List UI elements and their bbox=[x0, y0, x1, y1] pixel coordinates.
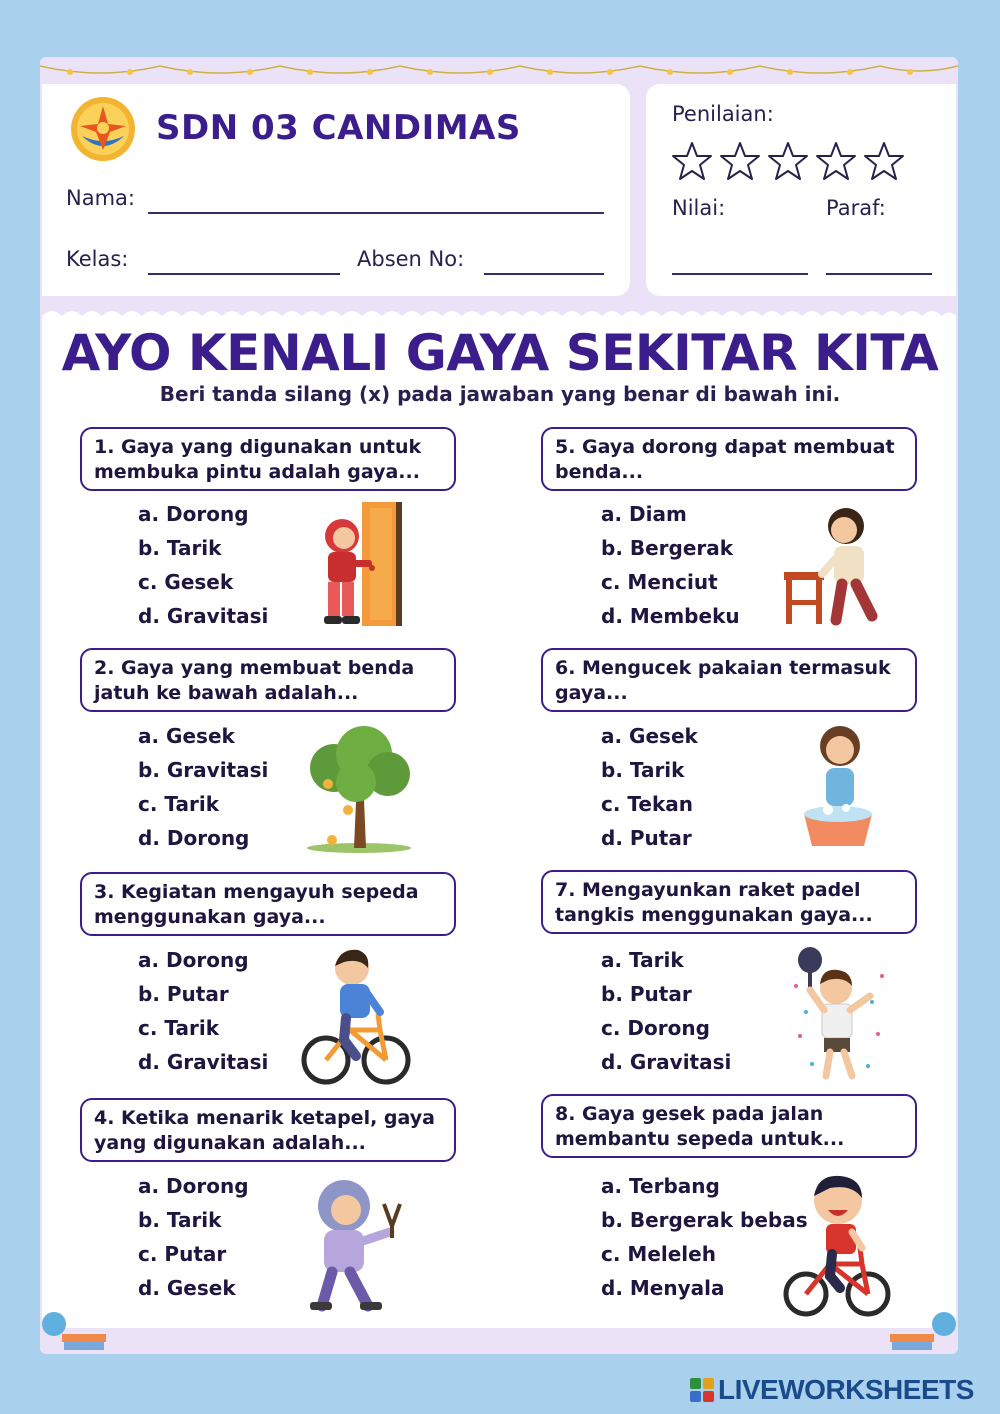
q4-option-b[interactable]: b. Tarik bbox=[138, 1208, 222, 1232]
child-opening-door-icon bbox=[310, 498, 406, 630]
q4-option-a[interactable]: a. Dorong bbox=[138, 1174, 249, 1198]
scallop-border bbox=[42, 306, 956, 326]
question-4: 4. Ketika menarik ketapel, gaya yang digunakan adalah... bbox=[80, 1098, 456, 1162]
q3-option-d[interactable]: d. Gravitasi bbox=[138, 1050, 269, 1074]
name-label: Nama: bbox=[66, 186, 135, 210]
q2-option-b[interactable]: b. Gravitasi bbox=[138, 758, 269, 782]
question-3: 3. Kegiatan mengayuh sepeda menggunakan gaya... bbox=[80, 872, 456, 936]
star-icon bbox=[817, 143, 855, 179]
brand-text: LIVEWORKSHEETS bbox=[718, 1374, 974, 1405]
q6-option-a[interactable]: a. Gesek bbox=[601, 724, 698, 748]
star-icon bbox=[673, 143, 711, 179]
q5-option-a[interactable]: a. Diam bbox=[601, 502, 687, 526]
bunting-garland-icon bbox=[40, 60, 958, 84]
q1-option-d[interactable]: d. Gravitasi bbox=[138, 604, 269, 628]
q7-option-d[interactable]: d. Gravitasi bbox=[601, 1050, 732, 1074]
q1-option-b[interactable]: b. Tarik bbox=[138, 536, 222, 560]
question-5: 5. Gaya dorong dapat membuat benda... bbox=[541, 427, 917, 491]
q8-option-d[interactable]: d. Menyala bbox=[601, 1276, 725, 1300]
question-1: 1. Gaya yang digunakan untuk membuka pintu adalah gaya... bbox=[80, 427, 456, 491]
q4-option-d[interactable]: d. Gesek bbox=[138, 1276, 236, 1300]
liveworksheets-logo bbox=[690, 1372, 974, 1408]
rating-stars[interactable] bbox=[670, 140, 910, 184]
class-field[interactable] bbox=[148, 273, 340, 275]
absen-label: Absen No: bbox=[357, 247, 465, 271]
q3-option-a[interactable]: a. Dorong bbox=[138, 948, 249, 972]
school-name: SDN 03 CANDIMAS bbox=[156, 108, 521, 148]
question-7: 7. Mengayunkan raket padel tangkis menggunakan gaya... bbox=[541, 870, 917, 934]
q2-option-c[interactable]: c. Tarik bbox=[138, 792, 219, 816]
q7-option-a[interactable]: a. Tarik bbox=[601, 948, 684, 972]
q6-option-c[interactable]: c. Tekan bbox=[601, 792, 694, 816]
tree-falling-fruit-icon bbox=[304, 724, 414, 854]
star-icon bbox=[769, 143, 807, 179]
penilaian-label: Penilaian: bbox=[672, 102, 774, 126]
q6-option-b[interactable]: b. Tarik bbox=[601, 758, 685, 782]
q8-option-c[interactable]: c. Meleleh bbox=[601, 1242, 716, 1266]
q4-option-c[interactable]: c. Putar bbox=[138, 1242, 227, 1266]
q1-option-a[interactable]: a. Dorong bbox=[138, 502, 249, 526]
q5-option-d[interactable]: d. Membeku bbox=[601, 604, 740, 628]
question-2: 2. Gaya yang membuat benda jatuh ke bawah adalah... bbox=[80, 648, 456, 712]
paraf-label: Paraf: bbox=[826, 196, 886, 220]
girl-washing-clothes-icon bbox=[798, 722, 878, 852]
worksheet-instruction: Beri tanda silang (x) pada jawaban yang benar di bawah ini. bbox=[159, 382, 841, 406]
question-6: 6. Mengucek pakaian termasuk gaya... bbox=[541, 648, 917, 712]
question-8: 8. Gaya gesek pada jalan membantu sepeda untuk... bbox=[541, 1094, 917, 1158]
q3-option-c[interactable]: c. Tarik bbox=[138, 1016, 219, 1040]
books-globe-icon bbox=[884, 1304, 958, 1354]
q5-option-c[interactable]: c. Menciut bbox=[601, 570, 718, 594]
absen-field[interactable] bbox=[484, 273, 604, 275]
books-globe-icon bbox=[40, 1304, 110, 1354]
name-field[interactable] bbox=[148, 212, 604, 214]
worksheet-title: AYO KENALI GAYA SEKITAR KITA bbox=[61, 324, 939, 382]
school-logo-icon bbox=[70, 96, 136, 162]
q8-option-a[interactable]: a. Terbang bbox=[601, 1174, 720, 1198]
girl-pushing-chair-icon bbox=[780, 504, 892, 626]
star-icon bbox=[721, 143, 759, 179]
liveworksheets-badge-icon bbox=[690, 1378, 714, 1402]
q7-option-b[interactable]: b. Putar bbox=[601, 982, 692, 1006]
q5-option-b[interactable]: b. Bergerak bbox=[601, 536, 734, 560]
q1-option-c[interactable]: c. Gesek bbox=[138, 570, 234, 594]
q2-option-d[interactable]: d. Dorong bbox=[138, 826, 250, 850]
class-label: Kelas: bbox=[66, 247, 129, 271]
nilai-field[interactable] bbox=[672, 273, 808, 275]
paraf-field[interactable] bbox=[826, 273, 932, 275]
girl-slingshot-icon bbox=[304, 1174, 408, 1318]
q7-option-c[interactable]: c. Dorong bbox=[601, 1016, 710, 1040]
star-icon bbox=[865, 143, 903, 179]
boy-riding-bicycle-icon bbox=[300, 946, 412, 1088]
child-padel-racket-icon bbox=[788, 946, 888, 1086]
boy-red-bicycle-icon bbox=[780, 1172, 892, 1320]
q2-option-a[interactable]: a. Gesek bbox=[138, 724, 235, 748]
q8-option-b[interactable]: b. Bergerak bebas bbox=[601, 1208, 808, 1232]
q3-option-b[interactable]: b. Putar bbox=[138, 982, 229, 1006]
nilai-label: Nilai: bbox=[672, 196, 726, 220]
q6-option-d[interactable]: d. Putar bbox=[601, 826, 692, 850]
